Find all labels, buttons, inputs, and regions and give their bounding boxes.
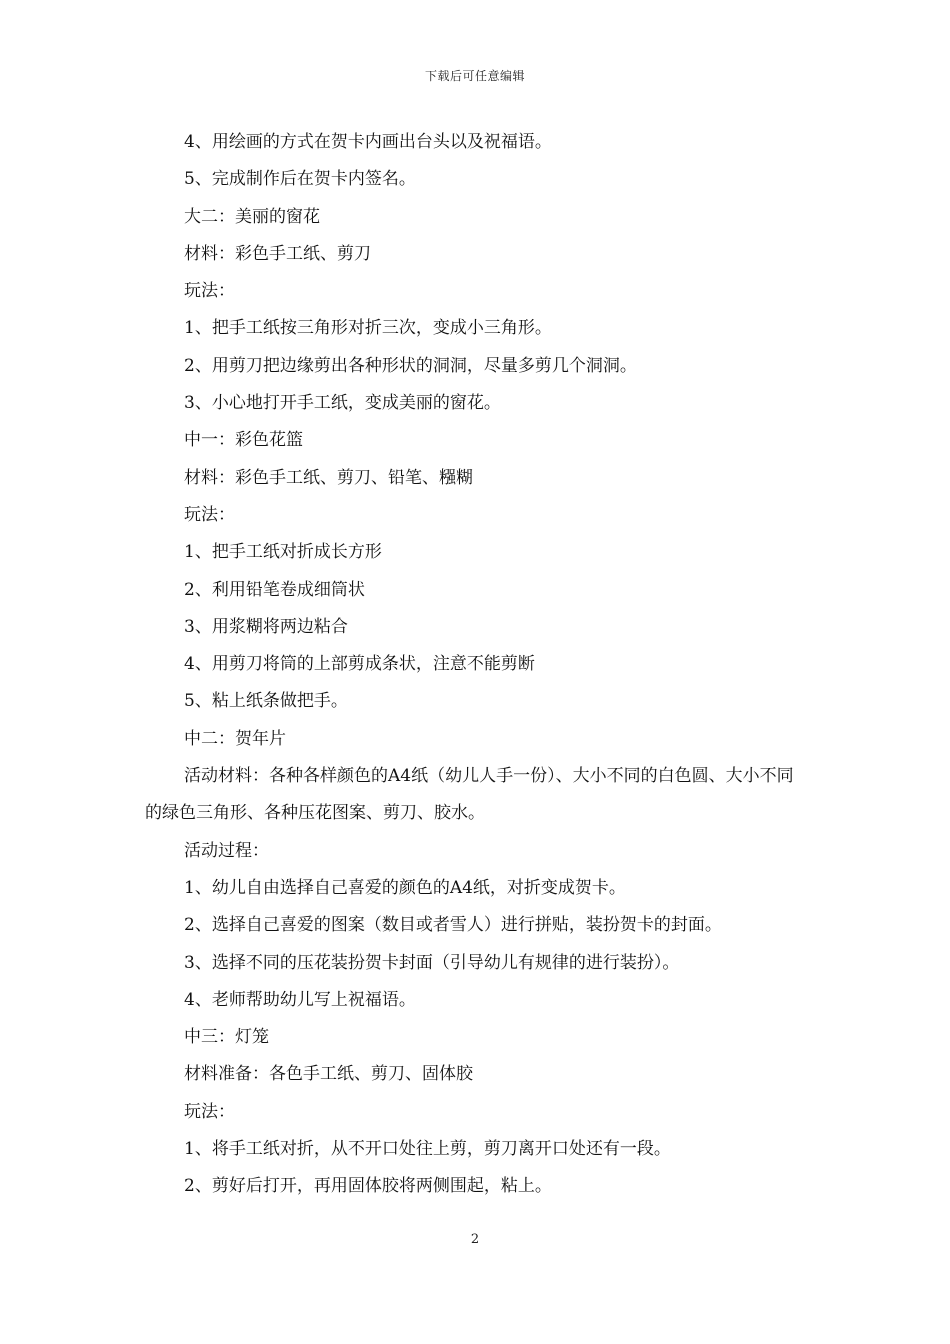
paragraph: 材料：彩色手工纸、剪刀 [184,243,371,264]
page-number: 2 [470,1232,480,1247]
paragraph: 材料准备：各色手工纸、剪刀、固体胶 [184,1064,473,1085]
document-body [145,124,810,1206]
paragraph: 4、老师帮助幼儿写上祝福语。 [184,989,416,1010]
paragraph: 2、利用铅笔卷成细筒状 [184,579,365,600]
section-heading: 中三：灯笼 [184,1027,269,1048]
paragraph: 3、小心地打开手工纸，变成美丽的窗花。 [184,393,501,414]
paragraph: 玩法： [184,504,235,525]
paragraph: 玩法： [184,1101,235,1122]
page-header: 下载后可任意编辑 [424,69,525,83]
paragraph: 玩法： [184,281,235,302]
paragraph: 3、选择不同的压花装扮贺卡封面（引导幼儿有规律的进行装扮）。 [184,952,680,973]
paragraph: 4、用绘画的方式在贺卡内画出台头以及祝福语。 [184,132,552,152]
paragraph: 5、粘上纸条做把手。 [184,691,348,712]
section-heading: 大二：美丽的窗花 [184,206,320,227]
paragraph: 2、剪好后打开，再用固体胶将两侧围起，粘上。 [184,1176,552,1197]
paragraph: 活动过程： [184,840,269,861]
paragraph: 1、把手工纸对折成长方形 [184,542,382,563]
paragraph: 1、把手工纸按三角形对折三次，变成小三角形。 [184,318,552,339]
paragraph: 3、用浆糊将两边粘合 [184,616,348,637]
paragraph: 材料：彩色手工纸、剪刀、铅笔、糨糊 [184,467,473,488]
section-heading: 中二：贺年片 [184,728,286,749]
paragraph: 4、用剪刀将筒的上部剪成条状，注意不能剪断 [184,654,535,675]
paragraph: 2、用剪刀把边缘剪出各种形状的洞洞，尽量多剪几个洞洞。 [184,355,637,376]
paragraph: 1、幼儿自由选择自己喜爱的颜色的A4纸，对折变成贺卡。 [184,877,626,898]
paragraph: 1、将手工纸对折，从不开口处往上剪，剪刀离开口处还有一段。 [184,1139,671,1160]
paragraph: 5、完成制作后在贺卡内签名。 [184,169,416,190]
paragraph: 2、选择自己喜爱的图案（数目或者雪人）进行拼贴，装扮贺卡的封面。 [184,915,722,936]
section-heading: 中一：彩色花篮 [184,430,303,451]
paragraph: 活动材料：各种各样颜色的A4纸（幼儿人手一份）、大小不同的白色圆、大小不同的绿色三角形、各种压花图案、剪刀、胶水。 [145,766,794,824]
